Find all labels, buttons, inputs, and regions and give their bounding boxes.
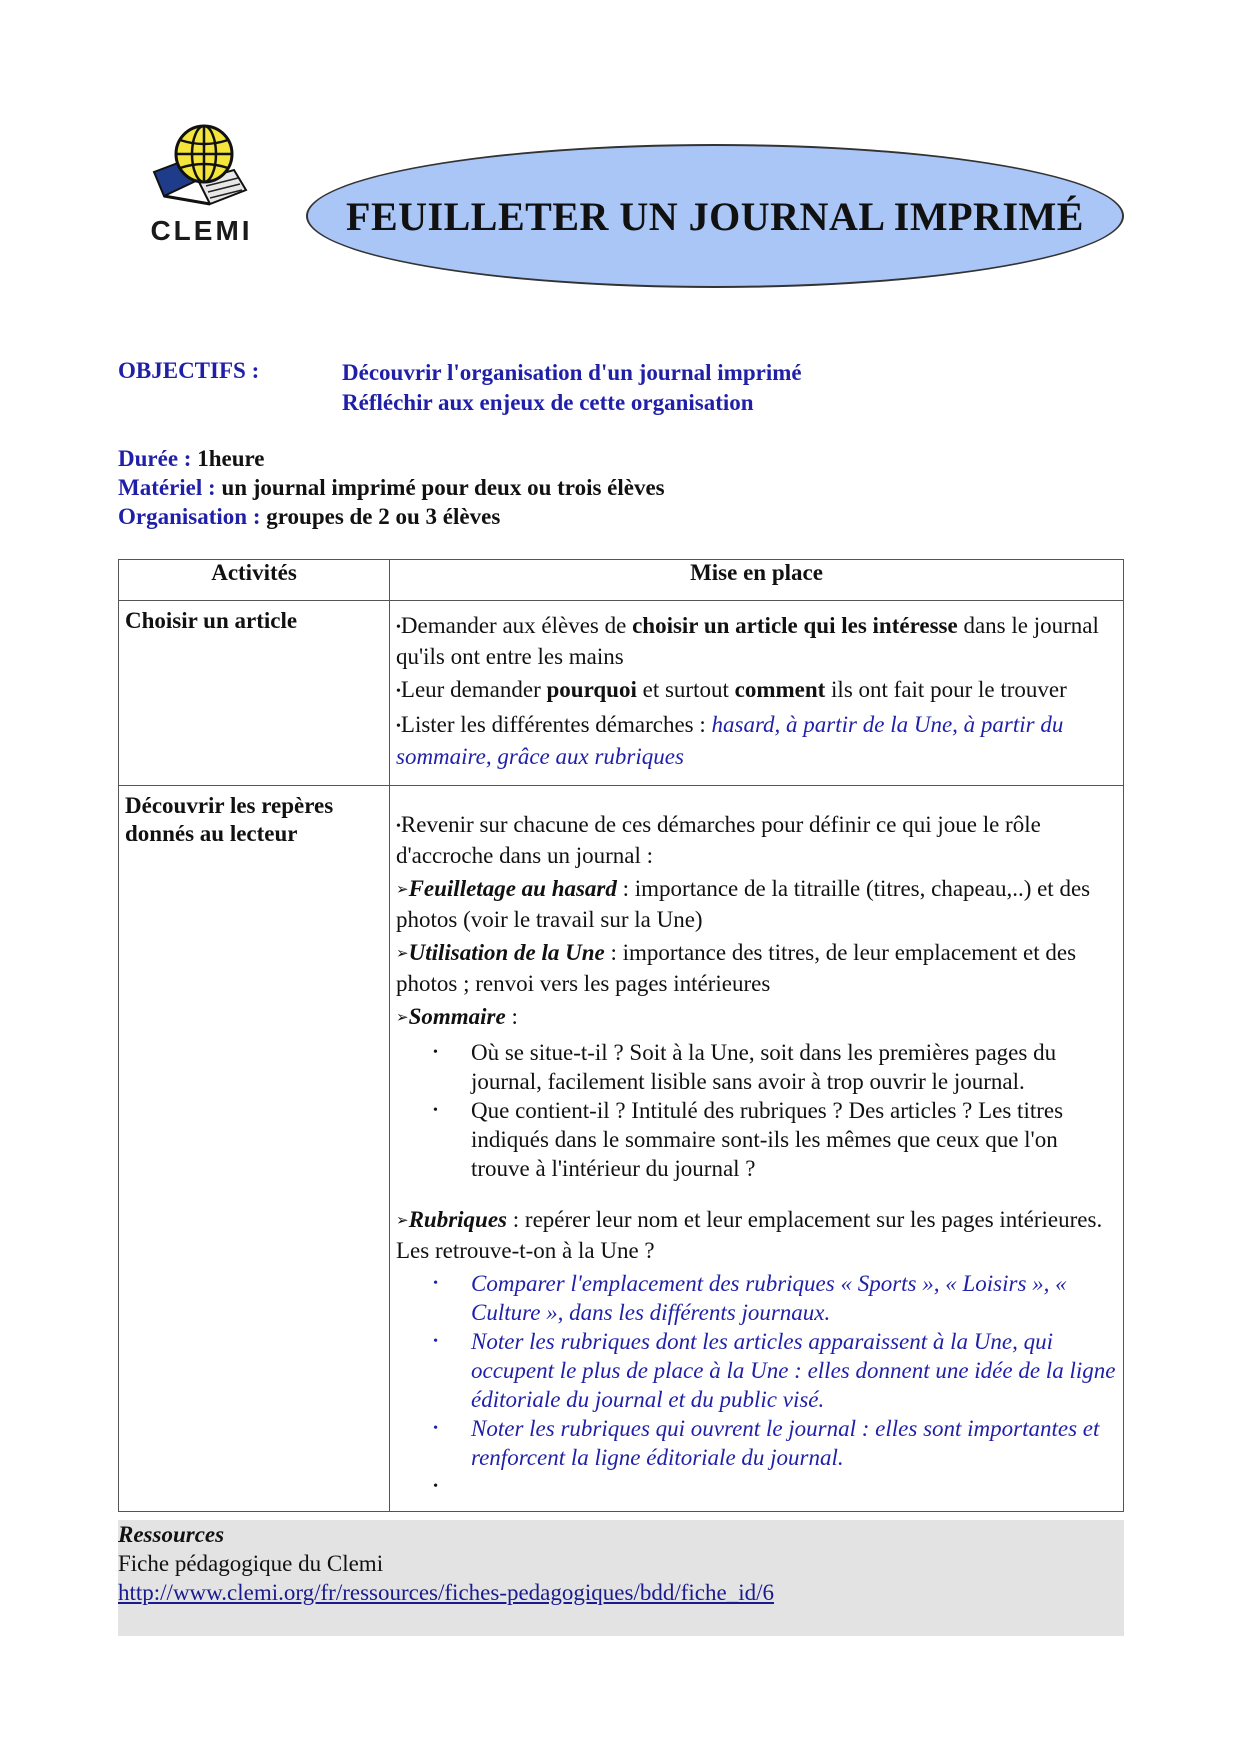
page-title: FEUILLETER UN JOURNAL IMPRIMÉ bbox=[346, 193, 1084, 239]
bold-italic-text: Feuilletage au hasard bbox=[408, 875, 617, 901]
arrow-bullet-icon: ➢ bbox=[396, 946, 409, 963]
table-row bbox=[119, 785, 1124, 1511]
bullet-dot-icon: • bbox=[396, 684, 401, 700]
rubriques-list bbox=[396, 1269, 1117, 1501]
text: Noter les rubriques dont les articles apparaissent à la Une, qui occupent le plus de place à la Une : elles donnent une idée de la ligne éditoriale du journal et du public visé. bbox=[471, 1328, 1116, 1412]
text: Leur demander bbox=[400, 677, 547, 703]
bullet-dot-icon: • bbox=[433, 1044, 438, 1060]
paragraph bbox=[396, 810, 1117, 870]
clemi-logo bbox=[134, 120, 274, 246]
text: Demander aux élèves de bbox=[400, 613, 633, 638]
materiel-line bbox=[118, 473, 665, 502]
paragraph bbox=[396, 710, 1117, 770]
list-item bbox=[396, 1414, 1117, 1472]
text: Lister les différentes démarches : bbox=[400, 712, 712, 738]
objectif-line: Découvrir l'organisation d'un journal imprimé bbox=[342, 360, 802, 385]
list-item bbox=[396, 1327, 1117, 1414]
bold-text: comment bbox=[734, 677, 826, 703]
resources-title: Ressources bbox=[118, 1522, 225, 1547]
materiel-label: Matériel : bbox=[118, 475, 216, 500]
bullet-dot-icon: • bbox=[396, 818, 401, 834]
table-row bbox=[119, 601, 1124, 786]
paragraph bbox=[396, 611, 1117, 671]
mise-en-place-cell bbox=[390, 601, 1124, 786]
bullet-dot-icon: • bbox=[433, 1102, 438, 1118]
list-item bbox=[396, 1269, 1117, 1327]
bold-italic-text: Utilisation de la Une bbox=[408, 940, 605, 966]
bold-text: choisir un article qui les intéresse bbox=[632, 613, 958, 638]
table-header-row bbox=[119, 560, 1124, 601]
header-activites: Activités bbox=[119, 560, 390, 601]
text: : importance des titres, de leur emplacement et des photos ; renvoi vers les pages intérieures bbox=[396, 940, 1077, 997]
text: Que contient-il ? Intitulé des rubriques ? Des articles ? Les titres indiqués dans le sommaire sont-ils les mêmes que ceux que l'on trouve à l'intérieur du journal ? bbox=[471, 1097, 1064, 1181]
paragraph bbox=[396, 938, 1117, 998]
text: Comparer l'emplacement des rubriques « Sports », « Loisirs », « Culture », dans les différents journaux. bbox=[471, 1270, 1067, 1325]
text: : importance de la titraille (titres, chapeau,..) et des photos (voir le travail sur la Une) bbox=[396, 875, 1091, 933]
text: Revenir sur chacune de ces démarches pour définir ce qui joue le rôle d'accroche dans un journal : bbox=[396, 811, 1041, 868]
activity-cell: Découvrir les repères donnés au lecteur bbox=[119, 785, 390, 1511]
resources-section bbox=[118, 1520, 1124, 1636]
text: Où se situe-t-il ? Soit à la Une, soit dans les premières pages du journal, facilement lisible sans avoir à trop ouvrir le journal. bbox=[471, 1039, 1057, 1094]
header-mise-en-place: Mise en place bbox=[390, 560, 1124, 601]
text: ils ont fait pour le trouver bbox=[825, 677, 1067, 703]
arrow-bullet-icon: ➢ bbox=[396, 882, 409, 899]
meta-section bbox=[118, 444, 665, 531]
objectifs-label: OBJECTIFS : bbox=[118, 358, 260, 383]
bullet-dot-icon: • bbox=[433, 1275, 438, 1291]
bold-italic-text: Rubriques bbox=[408, 1206, 508, 1232]
bullet-dot-icon: • bbox=[396, 620, 401, 636]
globe-book-icon bbox=[134, 120, 274, 220]
duree-line bbox=[118, 444, 665, 473]
italic-text: hasard, à partir de la Une, à partir du sommaire, grâce aux rubriques bbox=[396, 712, 1064, 769]
text: Noter les rubriques qui ouvrent le journal : elles sont importantes et renforcent la ligne éditoriale du journal. bbox=[471, 1415, 1100, 1470]
logo-text: CLEMI bbox=[150, 215, 253, 246]
paragraph bbox=[396, 874, 1117, 934]
resources-link[interactable]: http://www.clemi.org/fr/ressources/fiches-pedagogiques/bdd/fiche_id/6 bbox=[118, 1580, 774, 1605]
materiel-value: un journal imprimé pour deux ou trois élèves bbox=[215, 475, 665, 500]
bullet-dot-icon: • bbox=[433, 1478, 438, 1494]
resources-line: Fiche pédagogique du Clemi bbox=[118, 1551, 384, 1576]
duree-label: Durée : bbox=[118, 446, 192, 471]
paragraph bbox=[396, 1002, 1117, 1033]
text: et surtout bbox=[636, 677, 735, 703]
activity-cell: Choisir un article bbox=[119, 601, 390, 786]
bold-italic-text: Sommaire bbox=[408, 1004, 506, 1030]
mise-en-place-cell bbox=[390, 785, 1124, 1511]
organisation-line bbox=[118, 502, 665, 531]
bullet-dot-icon: • bbox=[433, 1420, 438, 1436]
text: dans le journal qu'ils ont entre les mains bbox=[396, 613, 1099, 670]
sommaire-list bbox=[396, 1038, 1117, 1183]
list-item bbox=[396, 1096, 1117, 1183]
paragraph bbox=[396, 1205, 1117, 1265]
paragraph bbox=[396, 675, 1117, 706]
organisation-value: groupes de 2 ou 3 élèves bbox=[260, 504, 501, 529]
organisation-label: Organisation : bbox=[118, 504, 261, 529]
title-banner bbox=[306, 144, 1124, 288]
duree-value: 1heure bbox=[191, 446, 265, 471]
text: : repérer leur nom et leur emplacement sur les pages intérieures. Les retrouve-t-on à la Une ? bbox=[396, 1206, 1103, 1263]
bullet-dot-icon: • bbox=[433, 1333, 438, 1349]
text: : bbox=[505, 1004, 518, 1030]
objectif-line: Réfléchir aux enjeux de cette organisation bbox=[342, 390, 754, 415]
list-item bbox=[396, 1472, 1117, 1501]
bullet-dot-icon: • bbox=[396, 719, 401, 735]
activities-table bbox=[118, 559, 1124, 1512]
bold-text: pourquoi bbox=[546, 677, 637, 703]
arrow-bullet-icon: ➢ bbox=[396, 1010, 409, 1027]
arrow-bullet-icon: ➢ bbox=[396, 1212, 409, 1229]
list-item bbox=[396, 1038, 1117, 1096]
